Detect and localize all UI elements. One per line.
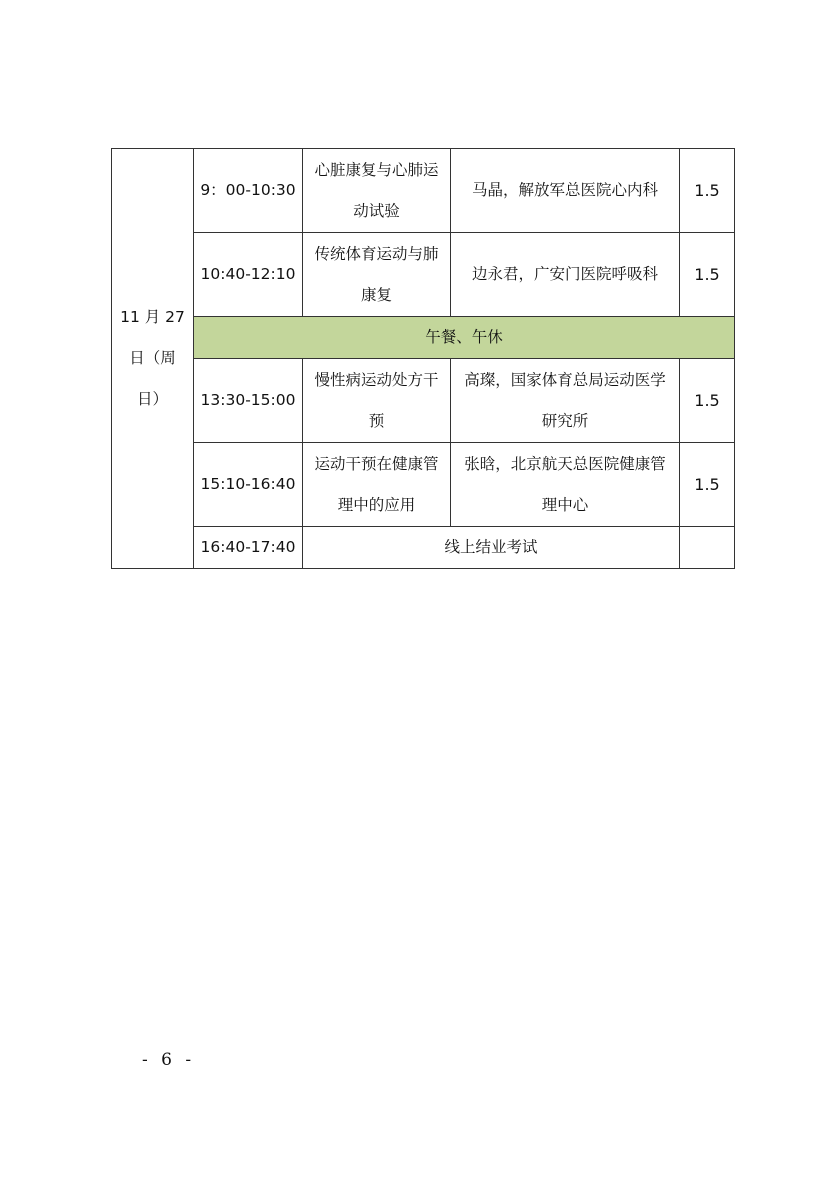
speaker-cell: 边永君，广安门医院呼吸科 <box>451 233 680 317</box>
table-row <box>112 443 735 527</box>
lunch-break-cell: 午餐、午休 <box>194 317 735 359</box>
date-cell: 11 月 27 日（周日） <box>112 149 194 569</box>
topic-cell: 运动干预在健康管理中的应用 <box>303 443 451 527</box>
speaker-cell: 张晗，北京航天总医院健康管理中心 <box>451 443 680 527</box>
speaker-cell: 高璨，国家体育总局运动医学研究所 <box>451 359 680 443</box>
exam-row <box>112 527 735 569</box>
credits-cell: 1.5 <box>680 359 735 443</box>
exam-credits-cell <box>680 527 735 569</box>
time-cell: 9：00-10:30 <box>194 149 303 233</box>
table-row <box>112 233 735 317</box>
exam-label-cell: 线上结业考试 <box>303 527 680 569</box>
speaker-cell: 马晶，解放军总医院心内科 <box>451 149 680 233</box>
credits-cell: 1.5 <box>680 149 735 233</box>
topic-cell: 传统体育运动与肺康复 <box>303 233 451 317</box>
time-cell: 10:40-12:10 <box>194 233 303 317</box>
table-row <box>112 149 735 233</box>
page-number: - 6 - <box>142 1050 196 1070</box>
credits-cell: 1.5 <box>680 443 735 527</box>
schedule-table <box>111 148 735 569</box>
lunch-row <box>112 317 735 359</box>
topic-cell: 慢性病运动处方干预 <box>303 359 451 443</box>
time-cell: 15:10-16:40 <box>194 443 303 527</box>
topic-cell: 心脏康复与心肺运动试验 <box>303 149 451 233</box>
exam-time-cell: 16:40-17:40 <box>194 527 303 569</box>
table-row <box>112 359 735 443</box>
credits-cell: 1.5 <box>680 233 735 317</box>
time-cell: 13:30-15:00 <box>194 359 303 443</box>
